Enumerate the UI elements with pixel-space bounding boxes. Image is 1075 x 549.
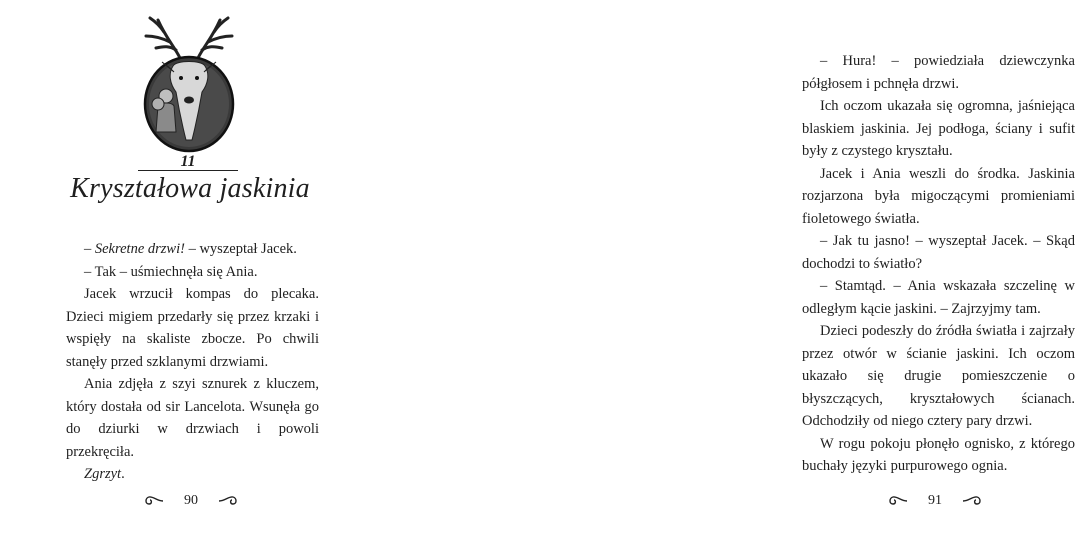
paragraph <box>802 95 1075 163</box>
paragraph <box>802 163 1075 231</box>
paragraph <box>802 50 1075 95</box>
right-page <box>375 0 1075 549</box>
paragraph <box>66 261 319 284</box>
text-run: – Stamtąd. – Ania wskazała szczelinę w odległym kącie jaskini. – Zajrzyjmy tam. <box>802 278 1075 317</box>
chapter-title: Kryształowa jaskinia <box>70 173 310 204</box>
text-run: Ania zdjęła z szyi sznurek z kluczem, który dostała od sir Lancelota. Wsunęła go do dziurki w drzwiach i powoli przekręciła. <box>66 376 319 460</box>
chapter-divider <box>138 170 238 171</box>
chapter-number: 11 <box>180 153 196 170</box>
paragraph <box>66 463 319 486</box>
text-run: W rogu pokoju płonęło ognisko, z którego buchały języki purpurowego ognia. <box>802 435 1075 474</box>
paragraph <box>66 238 319 261</box>
paragraph <box>66 373 319 463</box>
paragraph <box>802 433 1075 478</box>
left-page-text <box>66 238 319 486</box>
swirl-ornament-icon <box>143 494 165 508</box>
text-run: . <box>121 466 125 482</box>
text-run: – wyszeptał Jacek. <box>184 241 297 257</box>
page-number: 90 <box>184 493 198 508</box>
italic-text: Zgrzyt <box>84 466 122 482</box>
text-run: Ich oczom ukazała się ogromna, jaśniejąca blaskiem jaskinia. Jej podłoga, ściany i sufit były z czystego kryształu. <box>802 98 1075 159</box>
paragraph <box>802 230 1075 275</box>
page-number-left <box>141 491 241 511</box>
text-run: Dzieci podeszły do źródła światła i zajrzały przez otwór w ścianie jaskini. Ich oczom ukazało się drugie pomieszczenie o błyszczących, kryształowych ścianach. Odchodziły od niego cztery pary drzwi. <box>802 323 1075 429</box>
left-page <box>0 0 375 549</box>
page-number-right <box>885 491 985 511</box>
right-page-text <box>802 50 1075 478</box>
paragraph <box>802 320 1075 433</box>
page-number: 91 <box>928 493 942 508</box>
stag-emblem-icon <box>136 12 242 152</box>
swirl-ornament-icon <box>217 494 239 508</box>
text-run: – Jak tu jasno! – wyszeptał Jacek. – Skąd dochodzi to światło? <box>802 233 1075 272</box>
swirl-ornament-icon <box>887 494 909 508</box>
text-run: – Hura! – powiedziała dziewczynka półgłosem i pchnęła drzwi. <box>802 53 1075 92</box>
text-run: Jacek wrzucił kompas do plecaka. Dzieci migiem przedarły się przez krzaki i wspięły na skaliste zbocze. Po chwili stanęły przed szklanymi drzwiami. <box>66 286 319 370</box>
paragraph <box>802 275 1075 320</box>
text-run: – Tak – uśmiechnęła się Ania. <box>84 263 258 280</box>
text-run: – <box>84 241 95 257</box>
italic-text: Sekretne drzwi! <box>94 241 185 257</box>
text-run: Jacek i Ania weszli do środka. Jaskinia rozjarzona była migoczącymi promieniami fioletowego światła. <box>802 165 1075 227</box>
paragraph <box>66 283 319 373</box>
swirl-ornament-icon <box>961 494 983 508</box>
